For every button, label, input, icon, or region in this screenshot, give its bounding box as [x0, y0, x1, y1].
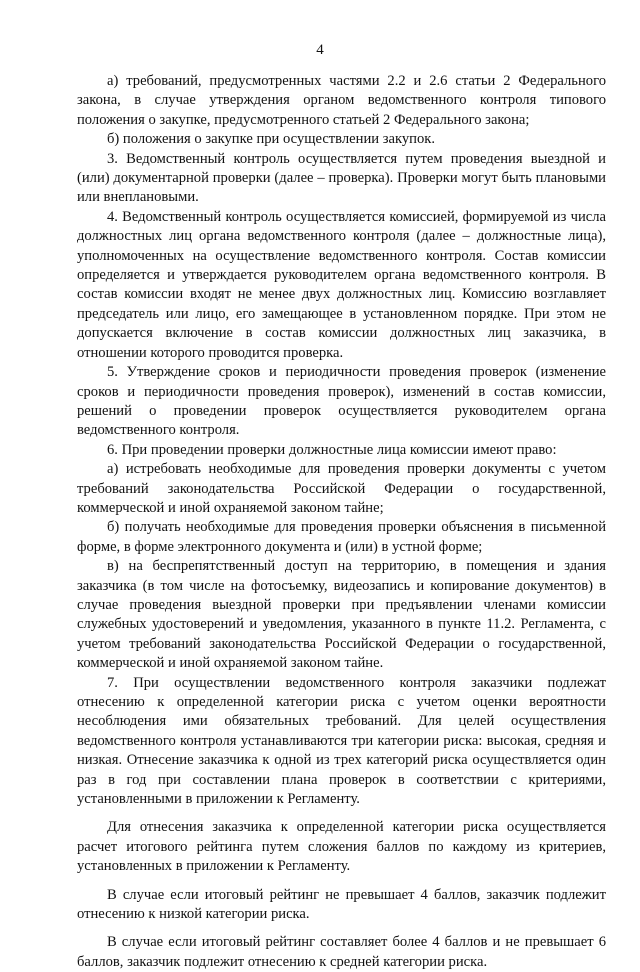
paragraph-6-c: в) на беспрепятственный доступ на территорию, в помещения и здания заказчика (в том числе на фотосъемку, видеозапись и копирование документов) в случае проведения выездной проверки при предъявлении членами комиссии служебных удостоверений и уведомления, указанного в пункте 11.2. Регламента, с учетом требований законодательства Российской Федерации о государственной, коммерческой и иной охраняемой законом тайне.	[77, 558, 606, 672]
paragraph-6-a: а) истребовать необходимые для проведения проверки документы с учетом требований законодательства Российской Федерации о государственной, коммерческой и иной охраняемой законом тайне;	[77, 461, 606, 516]
document-body	[77, 72, 606, 972]
paragraph-4: 4. Ведомственный контроль осуществляется комиссией, формируемой из числа должностных лиц органа ведомственного контроля (далее – должностные лица), уполномоченных на осуществление ведомственного контроля. Состав комиссии определяется и утверждается руководителем органа ведомственного контроля. В состав комиссии входят не менее двух должностных лиц. Комиссию возглавляет председатель или лицо, его замещающее в установленном порядке. При этом не допускается включение в состав комиссии должностных лиц заказчика, в отношении которого проводится проверка.	[77, 208, 606, 361]
paragraph-2-a: а) требований, предусмотренных частями 2.2 и 2.6 статьи 2 Федерального закона, в случае утверждения органом ведомственного контроля типового положения о закупке, предусмотренного статьей 2 Федерального закона;	[77, 73, 606, 128]
paragraph-rating-calculation: Для отнесения заказчика к определенной категории риска осуществляется расчет итогового рейтинга путем сложения баллов по каждому из критериев, установленных в приложении к Регламенту.	[77, 819, 606, 875]
paragraph-low-risk: В случае если итоговый рейтинг не превышает 4 баллов, заказчик подлежит отнесению к низкой категории риска.	[77, 886, 606, 923]
paragraph-7: 7. При осуществлении ведомственного контроля заказчики подлежат отнесению к определенной категории риска с учетом оценки вероятности несоблюдения ими обязательных требований. Для целей осуществления ведомственного контроля устанавливаются три категории риска: высокая, средняя и низкая. Отнесение заказчика к одной из трех категорий риска осуществляется один раз в год при составлении плана проверок в соответствии с критериями, установленными в приложении к Регламенту.	[77, 674, 606, 808]
paragraph-2-b: б) положения о закупке при осуществлении закупок.	[107, 131, 435, 148]
paragraph-medium-risk: В случае если итоговый рейтинг составляет более 4 баллов и не превышает 6 баллов, заказчик подлежит отнесению к средней категории риска.	[77, 934, 606, 970]
paragraph-5: 5. Утверждение сроков и периодичности проведения проверок (изменение сроков и периодичности проведения проверок), изменений в состав комиссии, решений о проведении проверок осуществляется руководителем органа ведомственного контроля.	[77, 364, 606, 439]
paragraph-6: 6. При проведении проверки должностные лица комиссии имеют право:	[107, 441, 557, 458]
paragraph-3: 3. Ведомственный контроль осуществляется путем проведения выездной и (или) документарной проверки (далее – проверка). Проверки могут быть плановыми или внеплановыми.	[77, 150, 606, 206]
page-number: 4	[316, 42, 324, 58]
paragraph-6-b: б) получать необходимые для проведения проверки объяснения в письменной форме, в форме электронного документа и (или) в устной форме;	[77, 519, 606, 555]
